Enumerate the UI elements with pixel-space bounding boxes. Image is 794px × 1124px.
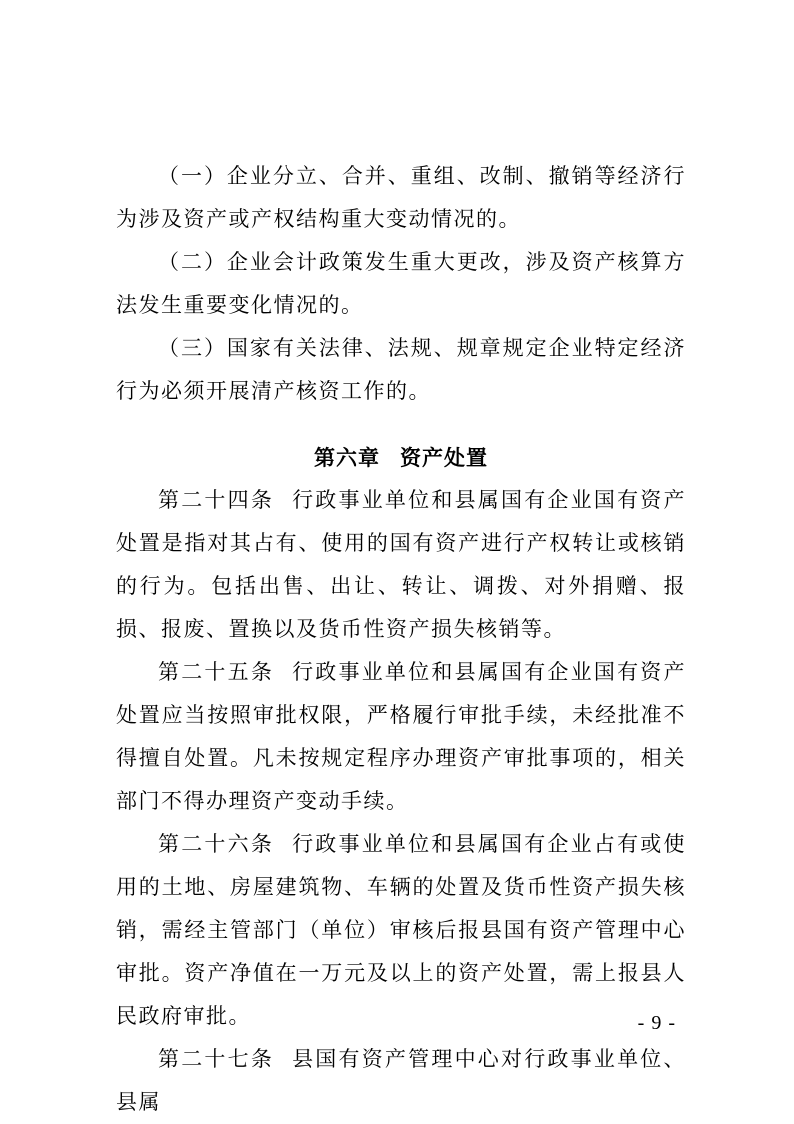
article-26 <box>116 823 686 1038</box>
article-text: 行政事业单位和县属国有企业国有资产处置应当按照审批权限，严格履行审批手续，未经批准不得擅自处置。凡未按规定程序办理资产审批事项的，相关部门不得办理资产变动手续。 <box>116 660 687 813</box>
paragraph-item-1: （一）企业分立、合并、重组、改制、撤销等经济行为涉及资产或产权结构重大变动情况的。 <box>116 164 686 231</box>
article-label: 第二十五条 <box>158 660 275 684</box>
article-text: 行政事业单位和县属国有企业国有资产处置是指对其占有、使用的国有资产进行产权转让或核销的行为。包括出售、出让、转让、调拨、对外捐赠、报损、报废、置换以及货币性资产损失核销等。 <box>116 488 687 641</box>
paragraph-item-3: （三）国家有关法律、法规、规章规定企业特定经济行为必须开展清产核资工作的。 <box>116 336 686 403</box>
article-text: 县国有资产管理中心对行政事业单位、县属 <box>116 1047 687 1114</box>
article-label: 第二十七条 <box>158 1047 275 1071</box>
article-label: 第二十四条 <box>158 488 275 512</box>
chapter-title: 资产处置 <box>400 446 488 470</box>
chapter-heading <box>116 437 686 480</box>
article-27 <box>116 1038 686 1124</box>
article-label: 第二十六条 <box>158 832 275 856</box>
chapter-number: 第六章 <box>314 446 380 470</box>
article-25 <box>116 651 686 823</box>
article-text: 行政事业单位和县属国有企业占有或使用的土地、房屋建筑物、车辆的处置及货币性资产损失核销，需经主管部门（单位）审核后报县国有资产管理中心审批。资产净值在一万元及以上的资产处置，需上报县人民政府审批。 <box>116 832 687 1028</box>
upper-section <box>116 155 686 413</box>
article-24 <box>116 479 686 651</box>
paragraph-item-2: （二）企业会计政策发生重大更改，涉及资产核算方法发生重要变化情况的。 <box>116 250 686 317</box>
page-number: - 9 - <box>637 1012 676 1034</box>
articles-section <box>116 479 686 1124</box>
